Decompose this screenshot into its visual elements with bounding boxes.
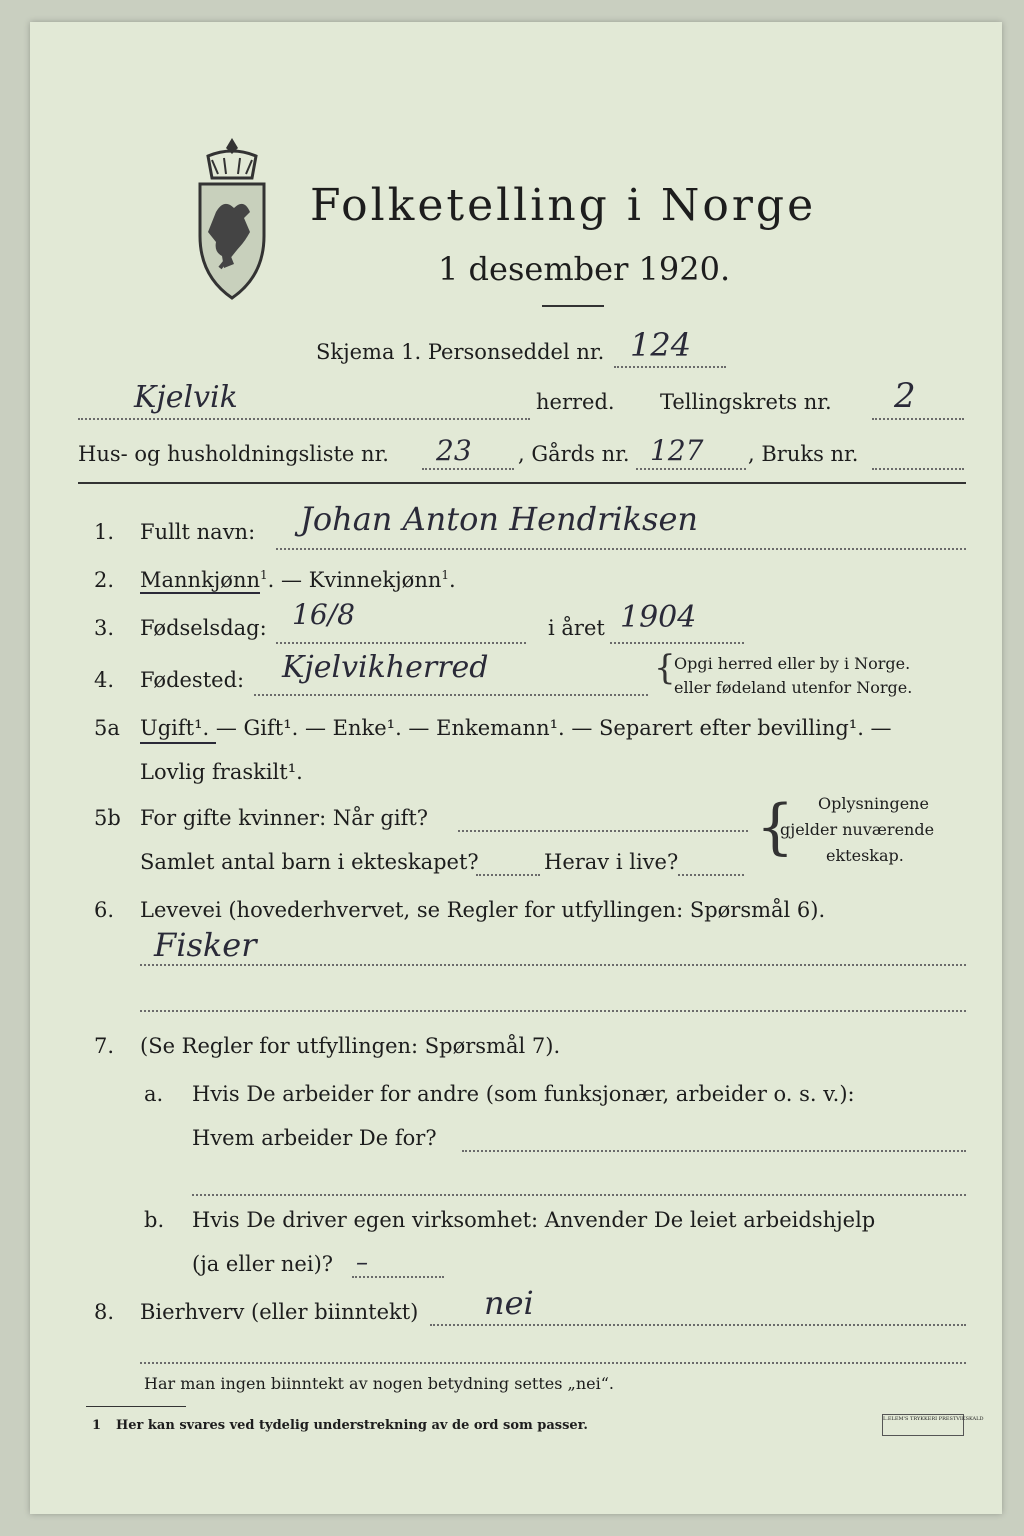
q6-line-1 [140, 964, 966, 966]
q1-number: 1. [94, 520, 115, 544]
q7a-text-1: Hvis De arbeider for andre (som funksjonær, arbeider o. s. v.): [192, 1082, 855, 1106]
q4-note-1: Opgi herred eller by i Norge. [674, 654, 911, 673]
q3-line [276, 642, 526, 644]
q7b-value: – [356, 1248, 368, 1276]
q6-number: 6. [94, 898, 115, 922]
q7b-text-2: (ja eller nei)? [192, 1252, 334, 1276]
q3-number: 3. [94, 616, 115, 640]
q5a-text: Ugift¹. — Gift¹. — Enke¹. — Enkemann¹. — Separert efter bevilling¹. — [140, 716, 892, 740]
title-divider [542, 305, 604, 307]
q6-label: Levevei (hovederhvervet, se Regler for utfyllingen: Spørsmål 6). [140, 898, 826, 922]
q7-label: (Se Regler for utfyllingen: Spørsmål 7). [140, 1034, 561, 1058]
q3-year-label: i året [548, 616, 605, 640]
gards-label: , Gårds nr. [518, 442, 630, 466]
q2-separator: . — [267, 568, 309, 592]
birthplace-value: Kjelvikherred [282, 650, 489, 685]
q5b-label-1: For gifte kvinner: Når gift? [140, 806, 429, 830]
herred-line [78, 418, 530, 420]
q3-year-line [610, 642, 744, 644]
q1-line [276, 548, 966, 550]
tellingskrets-value: 2 [894, 376, 916, 416]
q2-end: . [449, 568, 456, 592]
bruks-label: , Bruks nr. [748, 442, 859, 466]
q5b-label-2: Samlet antal barn i ekteskapet? [140, 850, 479, 874]
printer-stamp: L.ELEM'S TRYKKERI PRESTVIKSKALD [882, 1414, 964, 1436]
q2-male-option: Mannkjønn [140, 568, 261, 592]
q5b-line-2 [476, 874, 540, 876]
footnote-mark: 1 [92, 1418, 102, 1433]
q7a-text-2: Hvem arbeider De for? [192, 1126, 437, 1150]
gards-value: 127 [650, 434, 704, 467]
footnote-text: Her kan svares ved tydelig understrekning av de ord som passer. [116, 1418, 588, 1433]
q5a-text-2: Lovlig fraskilt¹. [140, 760, 303, 784]
q7b-line [352, 1276, 444, 1278]
q5a-number: 5a [94, 716, 120, 740]
header-divider [78, 482, 966, 484]
skjema-nr-line [614, 366, 726, 368]
q5b-brace: { [756, 792, 795, 862]
q8-line-2 [140, 1362, 966, 1364]
q5b-line-3 [678, 874, 744, 876]
q2-text: Mannkjønn$^1$. — Kvinnekjønn$^1$. [140, 568, 456, 592]
q4-number: 4. [94, 668, 115, 692]
biinntekt-note: Har man ingen biinntekt av nogen betydning settes „nei“. [144, 1374, 614, 1393]
q1-label: Fullt navn: [140, 520, 256, 544]
q4-note-2: eller fødeland utenfor Norge. [674, 678, 913, 697]
q7b-number: b. [144, 1208, 165, 1232]
q5b-number: 5b [94, 806, 121, 830]
census-form-sheet [30, 22, 1002, 1514]
occupation-value: Fisker [154, 926, 257, 964]
gards-line [636, 468, 746, 470]
form-title: Folketelling i Norge [310, 180, 817, 231]
q8-line-1 [430, 1324, 966, 1326]
birth-year-value: 1904 [620, 600, 697, 635]
bruks-line [872, 468, 964, 470]
q4-brace: { [654, 648, 676, 688]
secondary-income-value: nei [484, 1284, 534, 1322]
q4-label: Fødested: [140, 668, 245, 692]
q5b-note-2: gjelder nuværende [780, 820, 935, 839]
birth-date-value: 16/8 [292, 598, 355, 631]
q8-number: 8. [94, 1300, 115, 1324]
q4-line [254, 694, 648, 696]
q5b-note-1: Oplysningene [818, 794, 929, 813]
q8-label: Bierhverv (eller biinntekt) [140, 1300, 419, 1324]
personseddel-number: 124 [630, 326, 692, 364]
footnote-divider [86, 1406, 186, 1407]
q3-label: Fødselsdag: [140, 616, 267, 640]
q7a-line-1 [462, 1150, 966, 1152]
q5a-ugift-underline [140, 742, 216, 744]
q5b-line-1 [458, 830, 748, 832]
q7a-number: a. [144, 1082, 164, 1106]
herred-value: Kjelvik [134, 380, 238, 415]
coat-of-arms-icon [190, 134, 274, 304]
q5b-label-3: Herav i live? [544, 850, 679, 874]
census-date: 1 desember 1920. [438, 250, 731, 288]
tellingskrets-label: Tellingskrets nr. [660, 390, 832, 414]
q2-number: 2. [94, 568, 115, 592]
herred-label: herred. [536, 390, 615, 414]
q7b-text-1: Hvis De driver egen virksomhet: Anvender De leiet arbeidshjelp [192, 1208, 876, 1232]
skjema-label: Skjema 1. Personseddel nr. [316, 340, 605, 364]
tellingskrets-line [872, 418, 964, 420]
hus-label: Hus- og husholdningsliste nr. [78, 442, 389, 466]
full-name-value: Johan Anton Hendriksen [300, 500, 699, 538]
q2-female-option: Kvinnekjønn [308, 568, 442, 592]
husholdningsliste-value: 23 [436, 434, 472, 467]
hus-line [422, 468, 514, 470]
q5b-note-3: ekteskap. [826, 846, 904, 865]
q7-number: 7. [94, 1034, 115, 1058]
q7a-line-2 [192, 1194, 966, 1196]
q6-line-2 [140, 1010, 966, 1012]
